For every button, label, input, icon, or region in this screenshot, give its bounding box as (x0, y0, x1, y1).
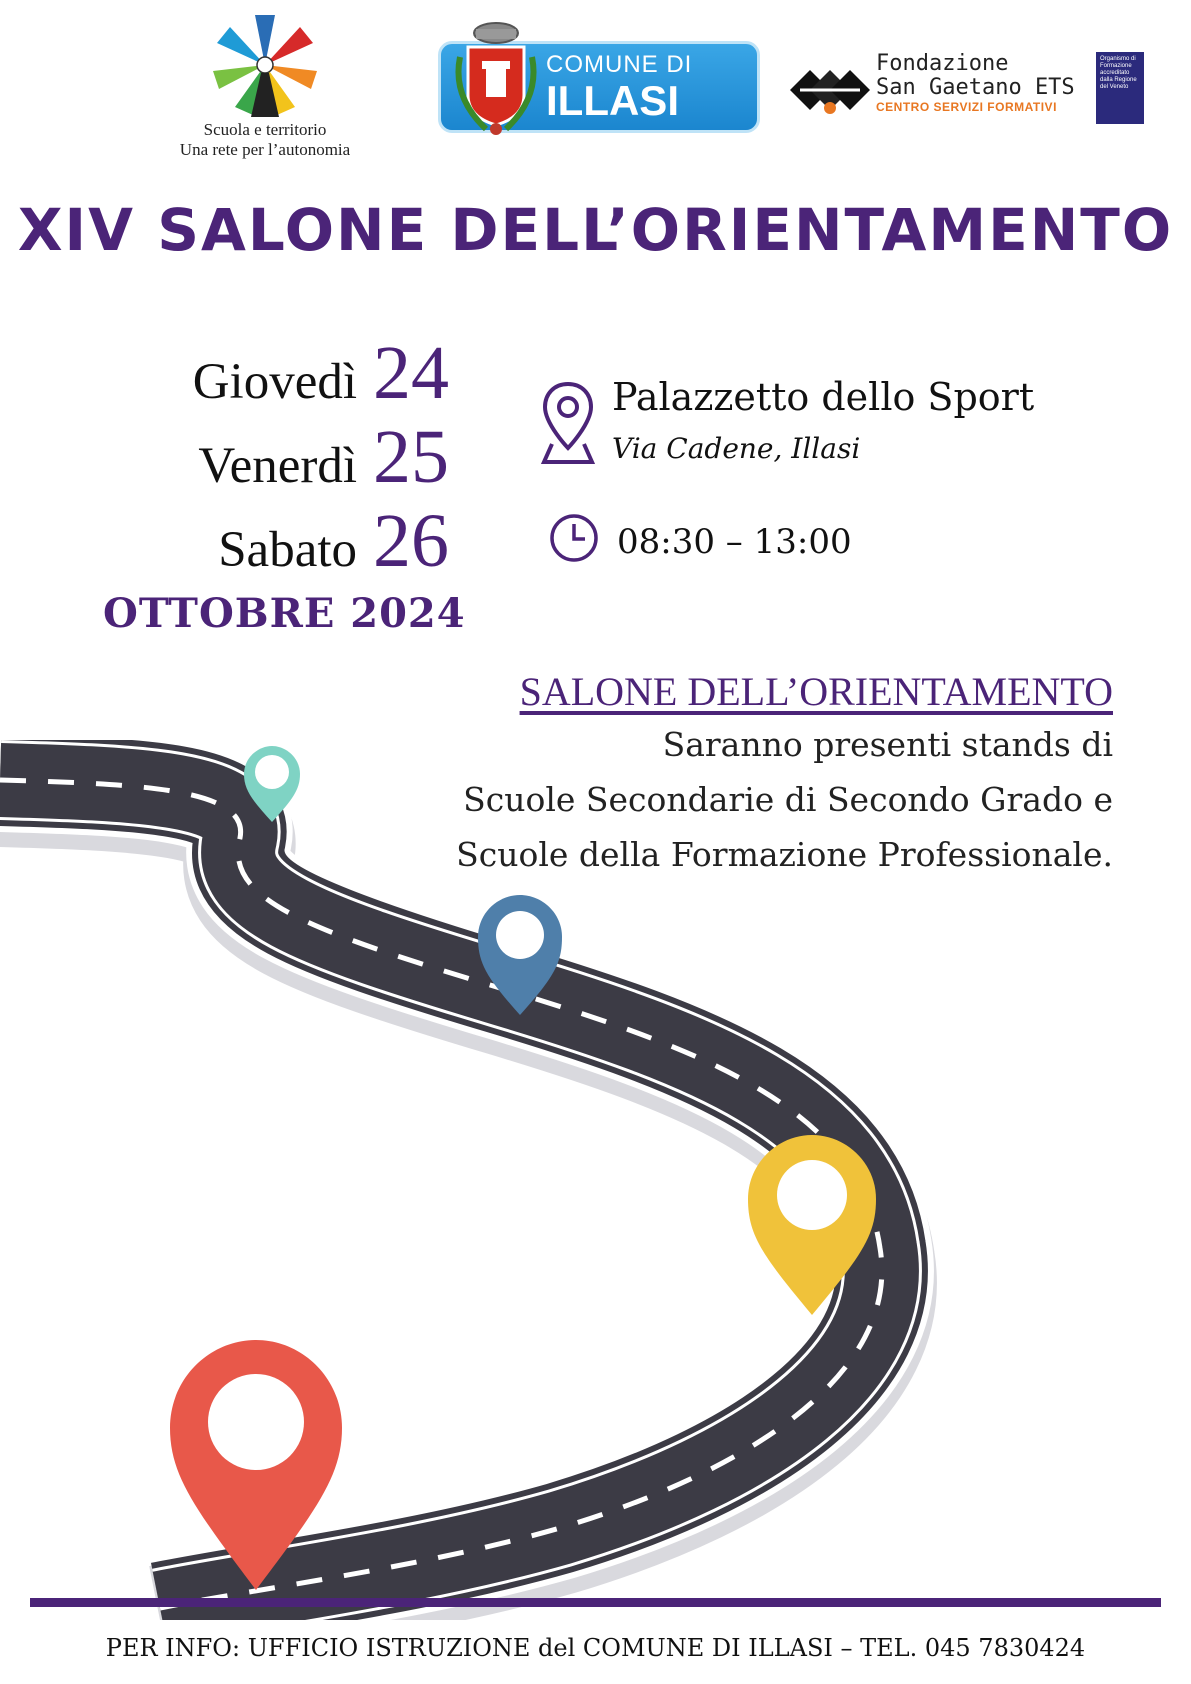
scuola-territorio-logo (150, 10, 380, 175)
star-emblem-icon (200, 10, 330, 120)
scuola-caption-2: Una rete per l’autonomia (179, 140, 351, 159)
description-line-2: Scuole Secondarie di Secondo Grado e (463, 780, 1113, 819)
scuola-caption-1: Scuola e territorio (203, 120, 327, 139)
day-name: Giovedì (192, 354, 357, 410)
badge-text: Organismo di Formazione accreditato dalla Regione del Veneto (1100, 56, 1137, 90)
location-pin-icon (540, 380, 596, 466)
date-saturday (218, 498, 449, 585)
fondazione-logo (790, 52, 1170, 132)
day-number: 24 (373, 331, 449, 415)
venue-name: Palazzetto dello Sport (612, 375, 1035, 419)
fondazione-line-2: San Gaetano ETS (876, 75, 1075, 100)
footer-divider (30, 1598, 1161, 1607)
regione-veneto-badge (1096, 52, 1144, 124)
page-title: XIV SALONE DELL’ORIENTAMENTO (17, 196, 1174, 264)
coat-of-arms-icon (446, 17, 546, 142)
road-illustration (0, 740, 1191, 1620)
fondazione-emblem-icon (790, 60, 870, 120)
time-range: 08:30 – 13:00 (617, 522, 852, 562)
date-friday (198, 414, 449, 501)
day-name: Venerdì (198, 438, 357, 494)
month-year: OTTOBRE 2024 (103, 590, 466, 637)
date-thursday (193, 330, 449, 417)
venue-address: Via Cadene, Illasi (612, 432, 861, 465)
illasi-line-2: ILLASI (546, 77, 679, 124)
illasi-line-1: COMUNE DI (546, 51, 693, 78)
description-line-1: Saranno presenti stands di (662, 725, 1113, 764)
comune-illasi-logo (438, 25, 760, 135)
section-title: SALONE DELL’ORIENTAMENTO (519, 669, 1113, 714)
fondazione-line-3: CENTRO SERVIZI FORMATIVI (876, 100, 1057, 114)
fondazione-line-1: Fondazione (876, 51, 1009, 76)
description-line-3: Scuole della Formazione Professionale. (456, 835, 1113, 874)
day-number: 25 (373, 415, 449, 499)
day-name: Sabato (218, 522, 357, 578)
footer-info: PER INFO: UFFICIO ISTRUZIONE del COMUNE DI ILLASI – TEL. 045 7830424 (105, 1634, 1086, 1662)
day-number: 26 (373, 499, 449, 583)
clock-icon (548, 512, 600, 564)
